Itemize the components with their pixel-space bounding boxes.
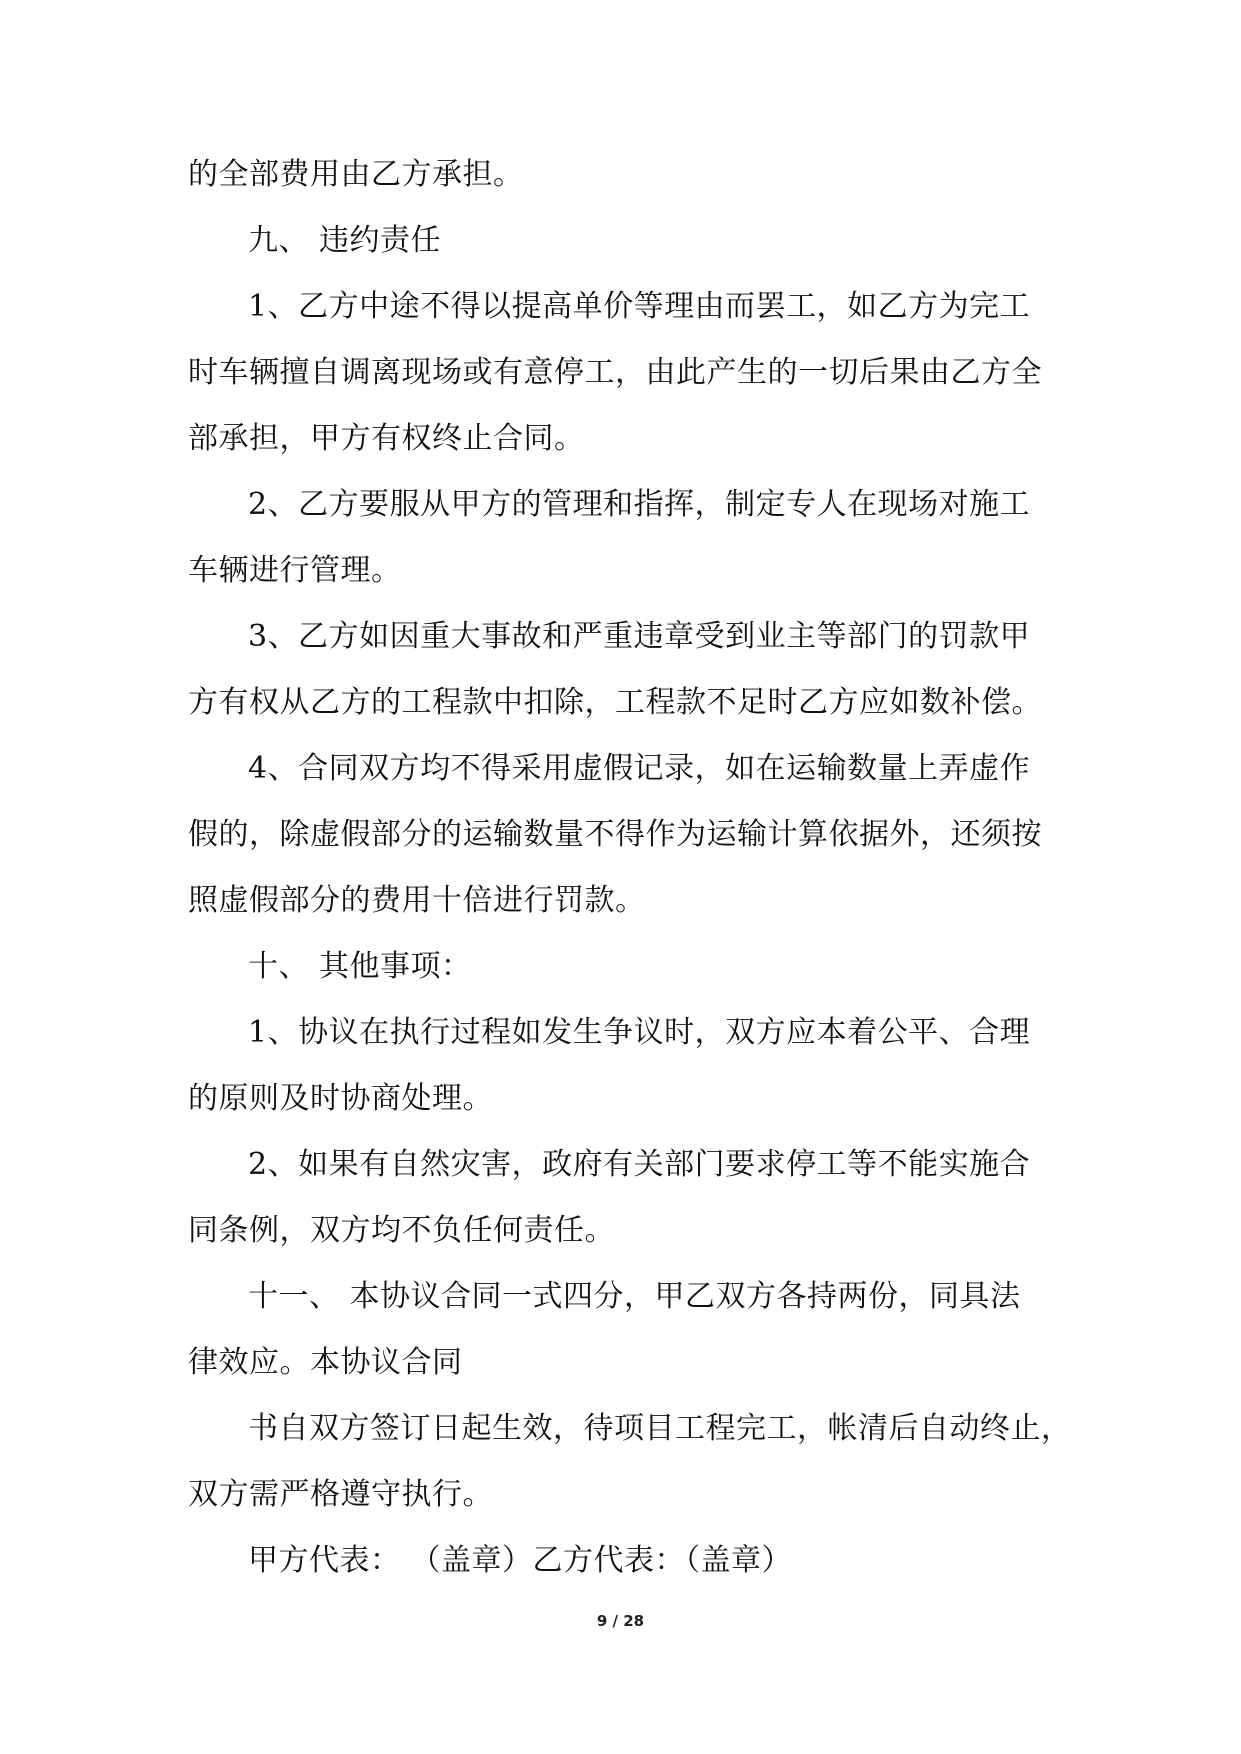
section-heading-copies: 十一、 本协议合同一式四分，甲乙双方各持两份，同具法: [248, 1279, 1021, 1314]
section-heading-other-matters: 十、 其他事项：: [248, 949, 472, 984]
signature-line: 甲方代表： （盖章）乙方代表：（盖章）: [248, 1543, 793, 1578]
page-number: 9 / 28: [596, 1612, 645, 1630]
text-line: 方有权从乙方的工程款中扣除，工程款不足时乙方应如数补偿。: [188, 685, 1042, 720]
text-line: 2、乙方要服从甲方的管理和指挥，制定专人在现场对施工: [248, 487, 1031, 522]
text-line: 照虚假部分的费用十倍进行罚款。: [188, 883, 646, 918]
text-line: 书自双方签订日起生效，待项目工程完工，帐清后自动终止，: [248, 1411, 1072, 1446]
section-heading-breach-liability: 九、 违约责任: [248, 223, 442, 258]
text-line: 的全部费用由乙方承担。: [188, 157, 524, 192]
text-line: 同条例，双方均不负任何责任。: [188, 1213, 615, 1248]
text-line: 假的，除虚假部分的运输数量不得作为运输计算依据外，还须按: [188, 817, 1042, 852]
text-line: 律效应。本协议合同: [188, 1345, 463, 1380]
text-line: 时车辆擅自调离现场或有意停工，由此产生的一切后果由乙方全: [188, 355, 1042, 390]
text-line: 双方需严格遵守执行。: [188, 1477, 493, 1512]
text-line: 1、乙方中途不得以提高单价等理由而罢工，如乙方为完工: [248, 289, 1031, 324]
text-line: 车辆进行管理。: [188, 553, 402, 588]
text-line: 1、协议在执行过程如发生争议时，双方应本着公平、合理: [248, 1015, 1031, 1050]
text-line: 部承担，甲方有权终止合同。: [188, 421, 585, 456]
text-line: 的原则及时协商处理。: [188, 1081, 493, 1116]
document-body: [188, 157, 1072, 1578]
text-line: 2、如果有自然灾害，政府有关部门要求停工等不能实施合: [248, 1147, 1031, 1182]
text-line: 3、乙方如因重大事故和严重违章受到业主等部门的罚款甲: [248, 619, 1031, 654]
text-line: 4、合同双方均不得采用虚假记录，如在运输数量上弄虚作: [248, 751, 1031, 786]
